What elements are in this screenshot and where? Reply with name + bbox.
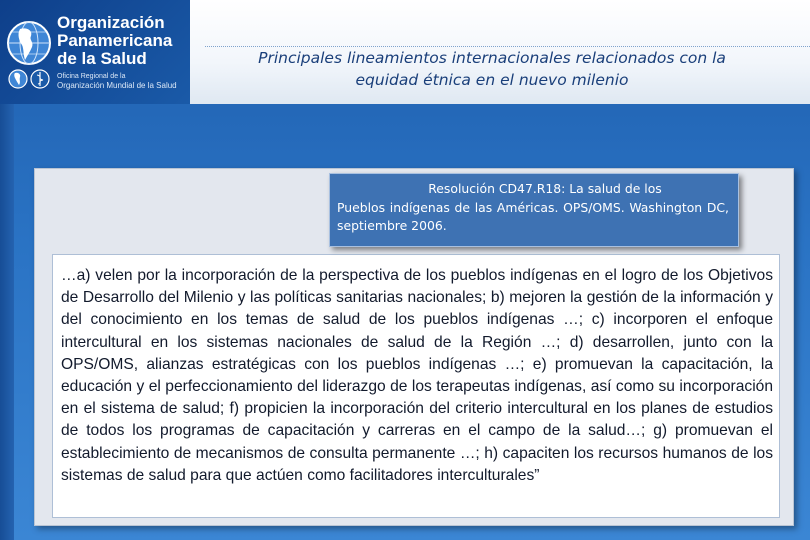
organization-subtitle-line1: Oficina Regional de la bbox=[57, 73, 126, 80]
organization-subtitle-line2: Organización Mundial de la Salud bbox=[57, 80, 177, 90]
left-margin-stripe bbox=[0, 104, 14, 540]
quote-text: …a) velen por la incorporación de la perspectiva de los pueblos indígenas en el logro de los Objetivos de Desarrollo del Milenio y las políticas sanitarias nacionales; b) mejoren la gestión de la información y del conocimiento en los temas de salud de los pueblos indígenas …; c) incorporen el enfoque intercultural en los sistemas nacionales de salud de la Región …; d) desarrollen, junto con la OPS/OMS, alianzas estratégicas con los pueblos indígenas …; e) promuevan la capacitación, la educación y el perfeccionamiento del liderazgo de los terapeutas indígenas, así como su incorporación en el sistema de salud; f) propicien la incorporación del criterio intercultural en los planes de estudios de todos los programas de capacitación y carreras en el campo de la salud…; g) promuevan el establecimiento de mecanismos de consulta permanente …; h) capaciten los recursos humanos de los sistemas de salud para que actúen como facilitadores interculturales” bbox=[61, 267, 773, 484]
organization-subtitle bbox=[57, 73, 177, 91]
organization-logo bbox=[0, 0, 190, 104]
header-bar bbox=[0, 0, 810, 104]
resolution-text bbox=[337, 180, 729, 236]
resolution-detail: Pueblos indígenas de las Américas. OPS/OMS. Washington DC, septiembre 2006. bbox=[337, 199, 729, 234]
organization-name: Organización Panamericana de la Salud bbox=[57, 13, 173, 68]
page-title: Principales lineamientos internacionales relacionados con la equidad étnica en el nuevo milenio bbox=[258, 49, 726, 89]
paho-globe-emblem-icon bbox=[6, 20, 52, 66]
who-emblem-icon bbox=[8, 68, 52, 90]
resolution-title: Resolución CD47.R18: La salud de los bbox=[428, 181, 662, 196]
